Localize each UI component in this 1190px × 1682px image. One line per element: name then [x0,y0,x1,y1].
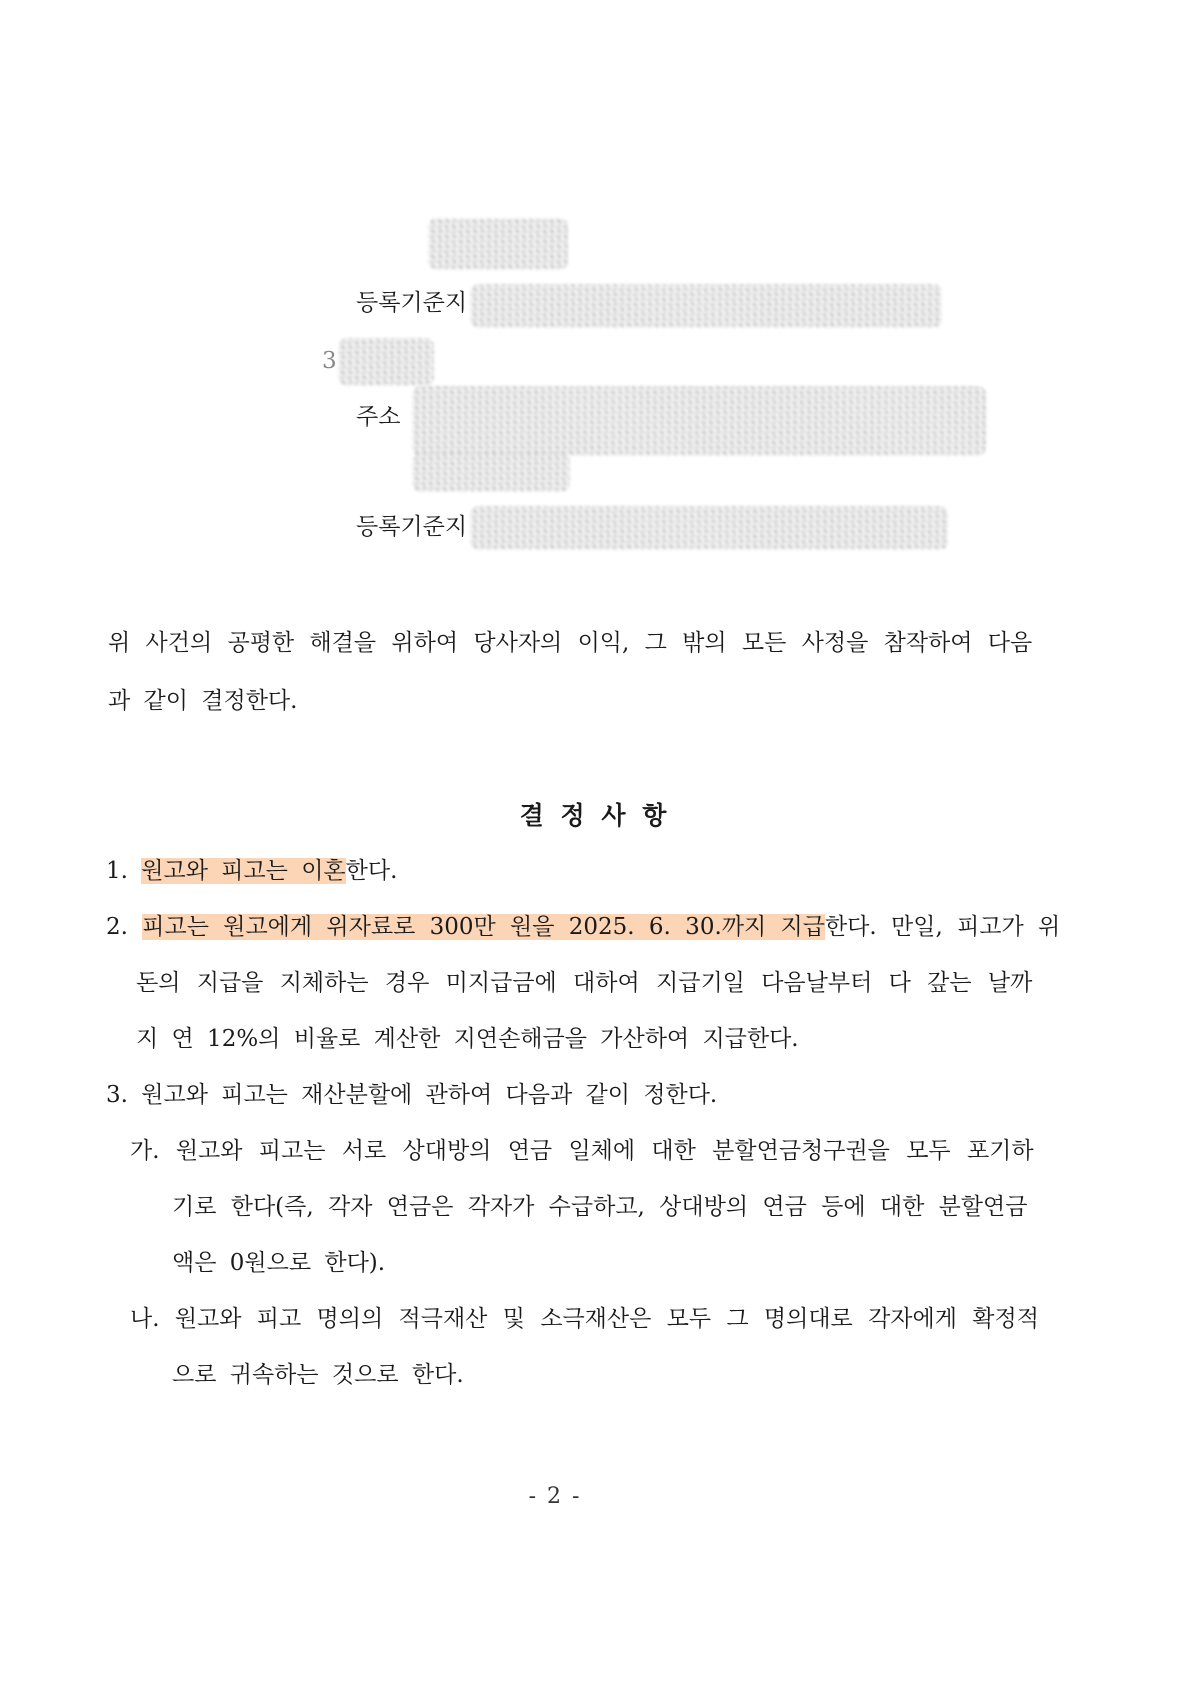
redacted-registry-1 [470,284,942,328]
item-2-line-3: 지 연 12%의 비율로 계산한 지연손해금을 가산하여 지급한다. [136,1026,799,1052]
redacted-name-3 [338,338,434,386]
redacted-name-1 [428,218,568,270]
registry-label-2: 등록기준지 [356,514,468,540]
item-2-line-2: 돈의 지급을 지체하는 경우 미지급금에 대하여 지급기일 다음날부터 다 갚는 날까 [136,970,1033,996]
address-label: 주소 [356,404,401,430]
item-3a-line-3: 액은 0원으로 한다). [172,1250,386,1276]
intro-line-2: 과 같이 결정한다. [108,688,298,714]
item-2-rest: 한다. 만일, 피고가 위 [824,914,1061,940]
item-3-line-1: 3. 원고와 피고는 재산분할에 관하여 다음과 같이 정한다. [106,1082,718,1108]
registry-label-1: 등록기준지 [356,290,468,316]
item-3b-line-1: 나. 원고와 피고 명의의 적극재산 및 소극재산은 모두 그 명의대로 각자에게 확정적 [130,1306,1039,1332]
item-1-number: 1. [106,858,128,884]
item-1 [106,856,397,886]
intro-line-1: 위 사건의 공평한 해결을 위하여 당사자의 이익, 그 밖의 모든 사정을 참작하여 다음 [108,630,1033,656]
redacted-registry-2 [470,506,948,550]
item-3a-line-2: 기로 한다(즉, 각자 연금은 각자가 수급하고, 상대방의 연금 등에 대한 분할연금 [172,1194,1028,1220]
section-title: 결 정 사 항 [519,801,671,830]
redacted-address-line1 [412,386,986,456]
item-2-line-1 [106,912,1060,942]
item-2-number: 2. [106,914,128,940]
item-3a-line-1: 가. 원고와 피고는 서로 상대방의 연금 일체에 대한 분할연금청구권을 모두 포기하 [130,1138,1034,1164]
page-number: - 2 - [528,1484,582,1509]
item-1-highlight: 원고와 피고는 이혼 [141,858,346,884]
item-1-rest: 한다. [345,858,398,884]
item-2-highlight: 피고는 원고에게 위자료로 300만 원을 2025. 6. 30.까지 지급 [142,914,825,940]
redacted-address-line2 [412,452,570,492]
item-3b-line-2: 으로 귀속하는 것으로 한다. [172,1362,464,1388]
party-number-3: 3 [322,348,337,374]
